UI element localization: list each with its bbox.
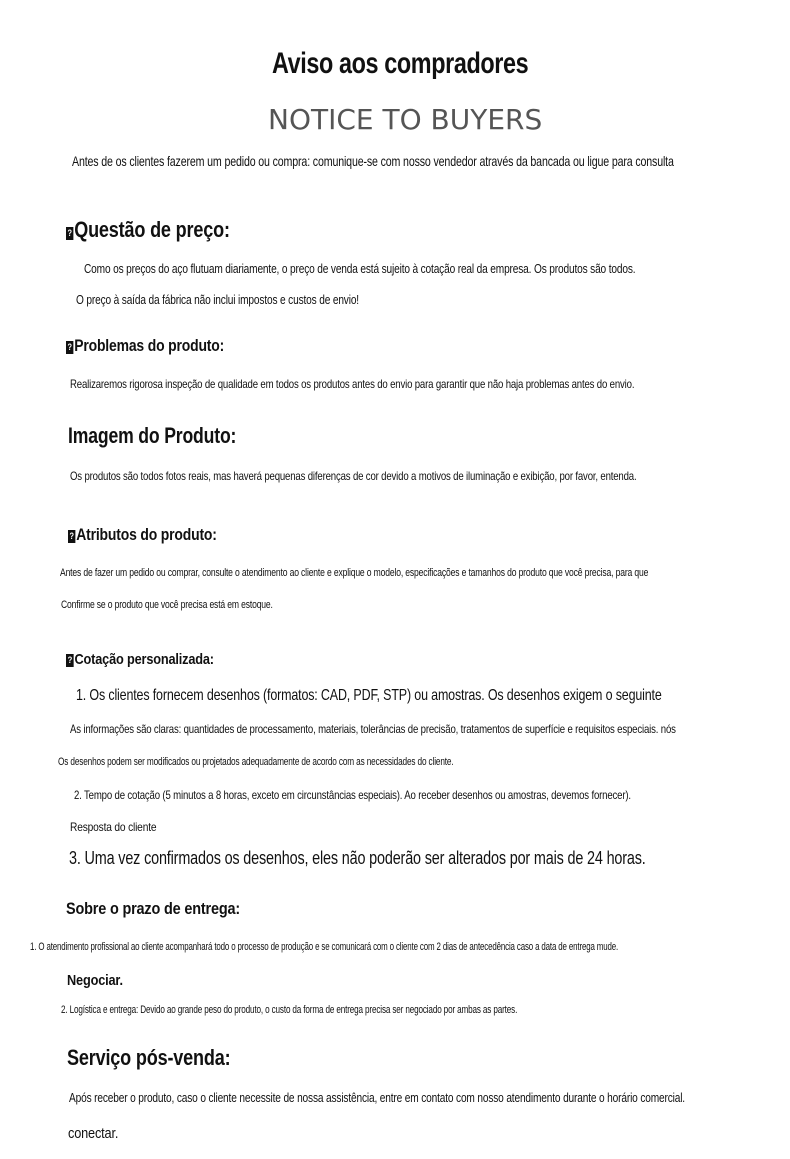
quote-item-2-cont: Resposta do cliente: [70, 820, 157, 834]
section-heading-quote-label: Cotação personalizada:: [74, 651, 214, 668]
placeholder-icon: ?: [67, 228, 72, 238]
page-title: Aviso aos compradores: [272, 47, 529, 80]
section-heading-price-label: Questão de preço:: [74, 217, 230, 242]
section-heading-quote: [66, 651, 214, 668]
after-sales-line-1: Após receber o produto, caso o cliente necessite de nossa assistência, entre em contato com nosso atendimento durante o horário comercial.: [69, 1090, 685, 1105]
quote-item-1-cont-1: As informações são claras: quantidades de processamento, materiais, tolerâncias de precisão, tratamentos de superfície e requisitos especiais. nós: [70, 722, 676, 736]
price-line-2: O preço à saída da fábrica não inclui impostos e custos de envio!: [76, 292, 359, 307]
delivery-item-1-cont: Negociar.: [67, 972, 123, 989]
intro-text: Antes de os clientes fazerem um pedido ou compra: comunique-se com nosso vendedor através da bancada ou ligue para consulta: [72, 153, 674, 169]
placeholder-icon: ?: [67, 342, 72, 352]
delivery-item-2: 2. Logística e entrega: Devido ao grande peso do produto, o custo da forma de entrega precisa ser negociado por ambas as partes.: [61, 1004, 518, 1016]
quote-item-2: 2. Tempo de cotação (5 minutos a 8 horas, exceto em circunstâncias especiais). Ao receber desenhos ou amostras, devemos fornecer).: [74, 788, 631, 802]
quote-item-3: 3. Uma vez confirmados os desenhos, eles não poderão ser alterados por mais de 24 horas.: [69, 848, 646, 868]
section-heading-price: [66, 217, 230, 243]
problems-line-1: Realizaremos rigorosa inspeção de qualidade em todos os produtos antes do envio para garantir que não haja problemas antes do envio.: [70, 377, 635, 391]
section-heading-attributes: [68, 525, 217, 545]
attributes-line-1: Antes de fazer um pedido ou comprar, consulte o atendimento ao cliente e explique o modelo, especificações e tamanhos do produto que você precisa, para que: [60, 567, 649, 579]
section-heading-problems-label: Problemas do produto:: [74, 336, 225, 355]
quote-item-1: 1. Os clientes fornecem desenhos (formatos: CAD, PDF, STP) ou amostras. Os desenhos exigem o seguinte: [76, 687, 662, 704]
quote-item-1-cont-2: Os desenhos podem ser modificados ou projetados adequadamente de acordo com as necessidades do cliente.: [58, 756, 454, 768]
attributes-line-2: Confirme se o produto que você precisa está em estoque.: [61, 599, 273, 611]
section-heading-problems: [66, 336, 224, 356]
image-line-1: Os produtos são todos fotos reais, mas haverá pequenas diferenças de cor devido a motivos de iluminação e exibição, por favor, entenda.: [70, 469, 637, 483]
after-sales-line-2: conectar.: [68, 1125, 119, 1142]
section-heading-attributes-label: Atributos do produto:: [76, 525, 217, 544]
price-line-1: Como os preços do aço flutuam diariamente, o preço de venda está sujeito à cotação real da empresa. Os produtos são todos.: [84, 261, 636, 276]
section-heading-delivery: Sobre o prazo de entrega:: [66, 899, 240, 918]
section-heading-after-sales: Serviço pós-venda:: [67, 1045, 231, 1070]
page-subtitle: NOTICE TO BUYERS: [268, 103, 543, 136]
section-heading-image: Imagem do Produto:: [68, 423, 237, 448]
placeholder-icon: ?: [67, 655, 73, 665]
delivery-item-1: 1. O atendimento profissional ao cliente acompanhará todo o processo de produção e se comunicará com o cliente com 2 dias de antecedência caso a data de entrega mude.: [30, 941, 619, 953]
placeholder-icon: ?: [69, 531, 74, 541]
